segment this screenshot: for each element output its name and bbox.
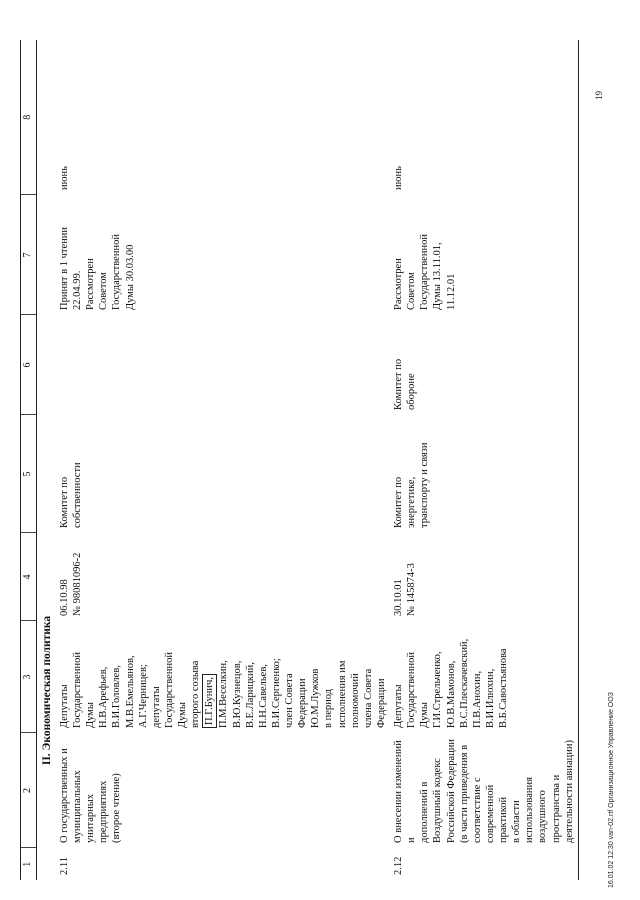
- text-line: Рассмотрен: [393, 258, 404, 310]
- text-line: Советом: [406, 272, 418, 310]
- bill-authors: [390, 621, 578, 733]
- table-row: [56, 40, 390, 880]
- introduction-date: [390, 533, 578, 621]
- text-line: полномочий: [349, 673, 361, 728]
- text-line: 22.04.99.: [72, 270, 83, 310]
- text-line: Ю.М.Лужков: [310, 668, 322, 728]
- col-header-3: 3: [21, 621, 37, 733]
- text-line: В.Б.Савостьянова: [498, 648, 509, 728]
- planned-month: июнь: [58, 166, 70, 190]
- text-line: деятельности авиации): [563, 740, 575, 843]
- text-line: Принят в 1 чтении: [58, 227, 70, 310]
- text-line: Ю.В.Мамонов,: [445, 660, 457, 728]
- text-line: 06.10.98: [58, 579, 70, 616]
- text-line: Государственной Думы: [163, 652, 188, 728]
- col-header-7: 7: [21, 195, 37, 315]
- planned-month: июнь: [390, 40, 578, 195]
- text-line: соответствие с: [471, 777, 483, 843]
- text-line: Российской Федерации: [445, 739, 457, 843]
- text-line: О государственных и: [58, 748, 70, 843]
- text-line: муниципальных: [72, 770, 83, 843]
- responsible-committee: [56, 415, 390, 533]
- text-line: энергетике,: [406, 476, 418, 528]
- text-line: Депутаты: [393, 684, 404, 728]
- col-header-6: 6: [21, 315, 37, 415]
- text-line: дополнений в: [419, 781, 431, 843]
- col-header-1: 1: [21, 848, 37, 880]
- co-committee: [390, 315, 578, 415]
- text-line: П.В.Анохин,: [471, 670, 483, 728]
- text-line: Государственной: [111, 234, 123, 310]
- text-line: в области использования: [511, 777, 536, 843]
- text-line: унитарных предприятиях: [85, 780, 110, 843]
- text-line: П.М.Веселкин,: [218, 660, 230, 728]
- text-line: Рассмотрен: [85, 258, 97, 310]
- text-line: Государственной Думы: [406, 652, 431, 728]
- text-line: депутаты: [150, 686, 162, 728]
- text-line: В.Ю.Кузнецов,: [231, 660, 243, 728]
- col-header-8: 8: [21, 40, 37, 195]
- text-line: Депутаты: [58, 684, 70, 728]
- bill-status: [390, 195, 578, 315]
- document-page: [20, 40, 640, 880]
- legislation-table: [20, 40, 579, 880]
- text-line: О внесении изменений и: [393, 740, 418, 843]
- text-line: в период: [323, 688, 335, 728]
- text-line: Н.В.Арефьев,: [98, 666, 110, 728]
- text-line: (второе чтение): [111, 773, 123, 843]
- bill-status: [56, 195, 390, 315]
- text-line: второго созыва: [190, 660, 202, 728]
- column-number-row: [21, 40, 37, 880]
- text-line: собственности: [72, 462, 83, 528]
- text-line: В.И.Головлев,: [111, 665, 123, 728]
- text-line: Н.Н.Савельев,: [257, 664, 269, 728]
- file-footer: 16.01.02 12:30 van-02.rtf Организационное Управление ООЗ: [608, 692, 615, 888]
- text-line: Государственной Думы: [72, 652, 97, 728]
- text-line: А.Г.Черницев;: [137, 664, 149, 728]
- text-line: Воздушный кодекс: [432, 758, 444, 843]
- text-line: В.И.Сергиенко;: [270, 658, 282, 728]
- row-number: 2.12: [390, 848, 578, 880]
- text-line: современной практикой: [484, 784, 509, 843]
- col-header-2: 2: [21, 733, 37, 848]
- text-line: М.В.Емельянов,: [124, 655, 136, 728]
- text-line: транспорту и связи: [419, 442, 431, 528]
- text-line: В.С.Плескачевский,: [458, 638, 470, 728]
- text-line: 11.12.01: [445, 273, 457, 310]
- col-header-5: 5: [21, 415, 37, 533]
- text-line: Государственной: [419, 234, 431, 310]
- text-line: Г.И.Стрельченко,: [432, 651, 444, 728]
- text-line: Думы 30.03.00: [124, 244, 136, 310]
- bill-authors: [56, 621, 390, 733]
- text-line: № 145874-3: [406, 563, 418, 616]
- introduction-date: [56, 533, 390, 621]
- table-row: [390, 40, 578, 880]
- text-line: Советом: [98, 272, 110, 310]
- text-line: 30.10.01: [393, 579, 404, 616]
- text-line: Комитет по обороне: [393, 358, 418, 410]
- page-number: 19: [594, 91, 604, 100]
- text-line: исполнения им: [336, 660, 348, 728]
- bill-title: [390, 733, 578, 848]
- text-line: Думы 13.11.01,: [432, 242, 444, 310]
- text-line: (в части приведения в: [458, 744, 470, 843]
- text-line: член Совета Федерации: [284, 673, 309, 728]
- text-line: пространства и: [550, 774, 562, 843]
- text-line: № 98081096-2: [72, 552, 83, 616]
- co-committee: [56, 315, 390, 415]
- row-number: 2.11: [58, 857, 70, 875]
- text-line: В.Е.Ларицкий,: [244, 662, 256, 728]
- text-line: Комитет по: [393, 476, 404, 528]
- responsible-committee: [390, 415, 578, 533]
- text-line: Комитет по: [58, 476, 70, 528]
- section-title: II. Экономическая политика: [40, 615, 53, 766]
- bill-title: [56, 733, 390, 848]
- text-line: В.И.Илюхин,: [484, 668, 496, 728]
- text-line: члена Совета: [362, 668, 374, 728]
- highlighted-author: П.Г.Бунич,: [202, 674, 217, 728]
- section-row: [36, 40, 56, 880]
- text-line: Федерации: [375, 678, 387, 728]
- text-line: воздушного: [537, 790, 549, 843]
- col-header-4: 4: [21, 533, 37, 621]
